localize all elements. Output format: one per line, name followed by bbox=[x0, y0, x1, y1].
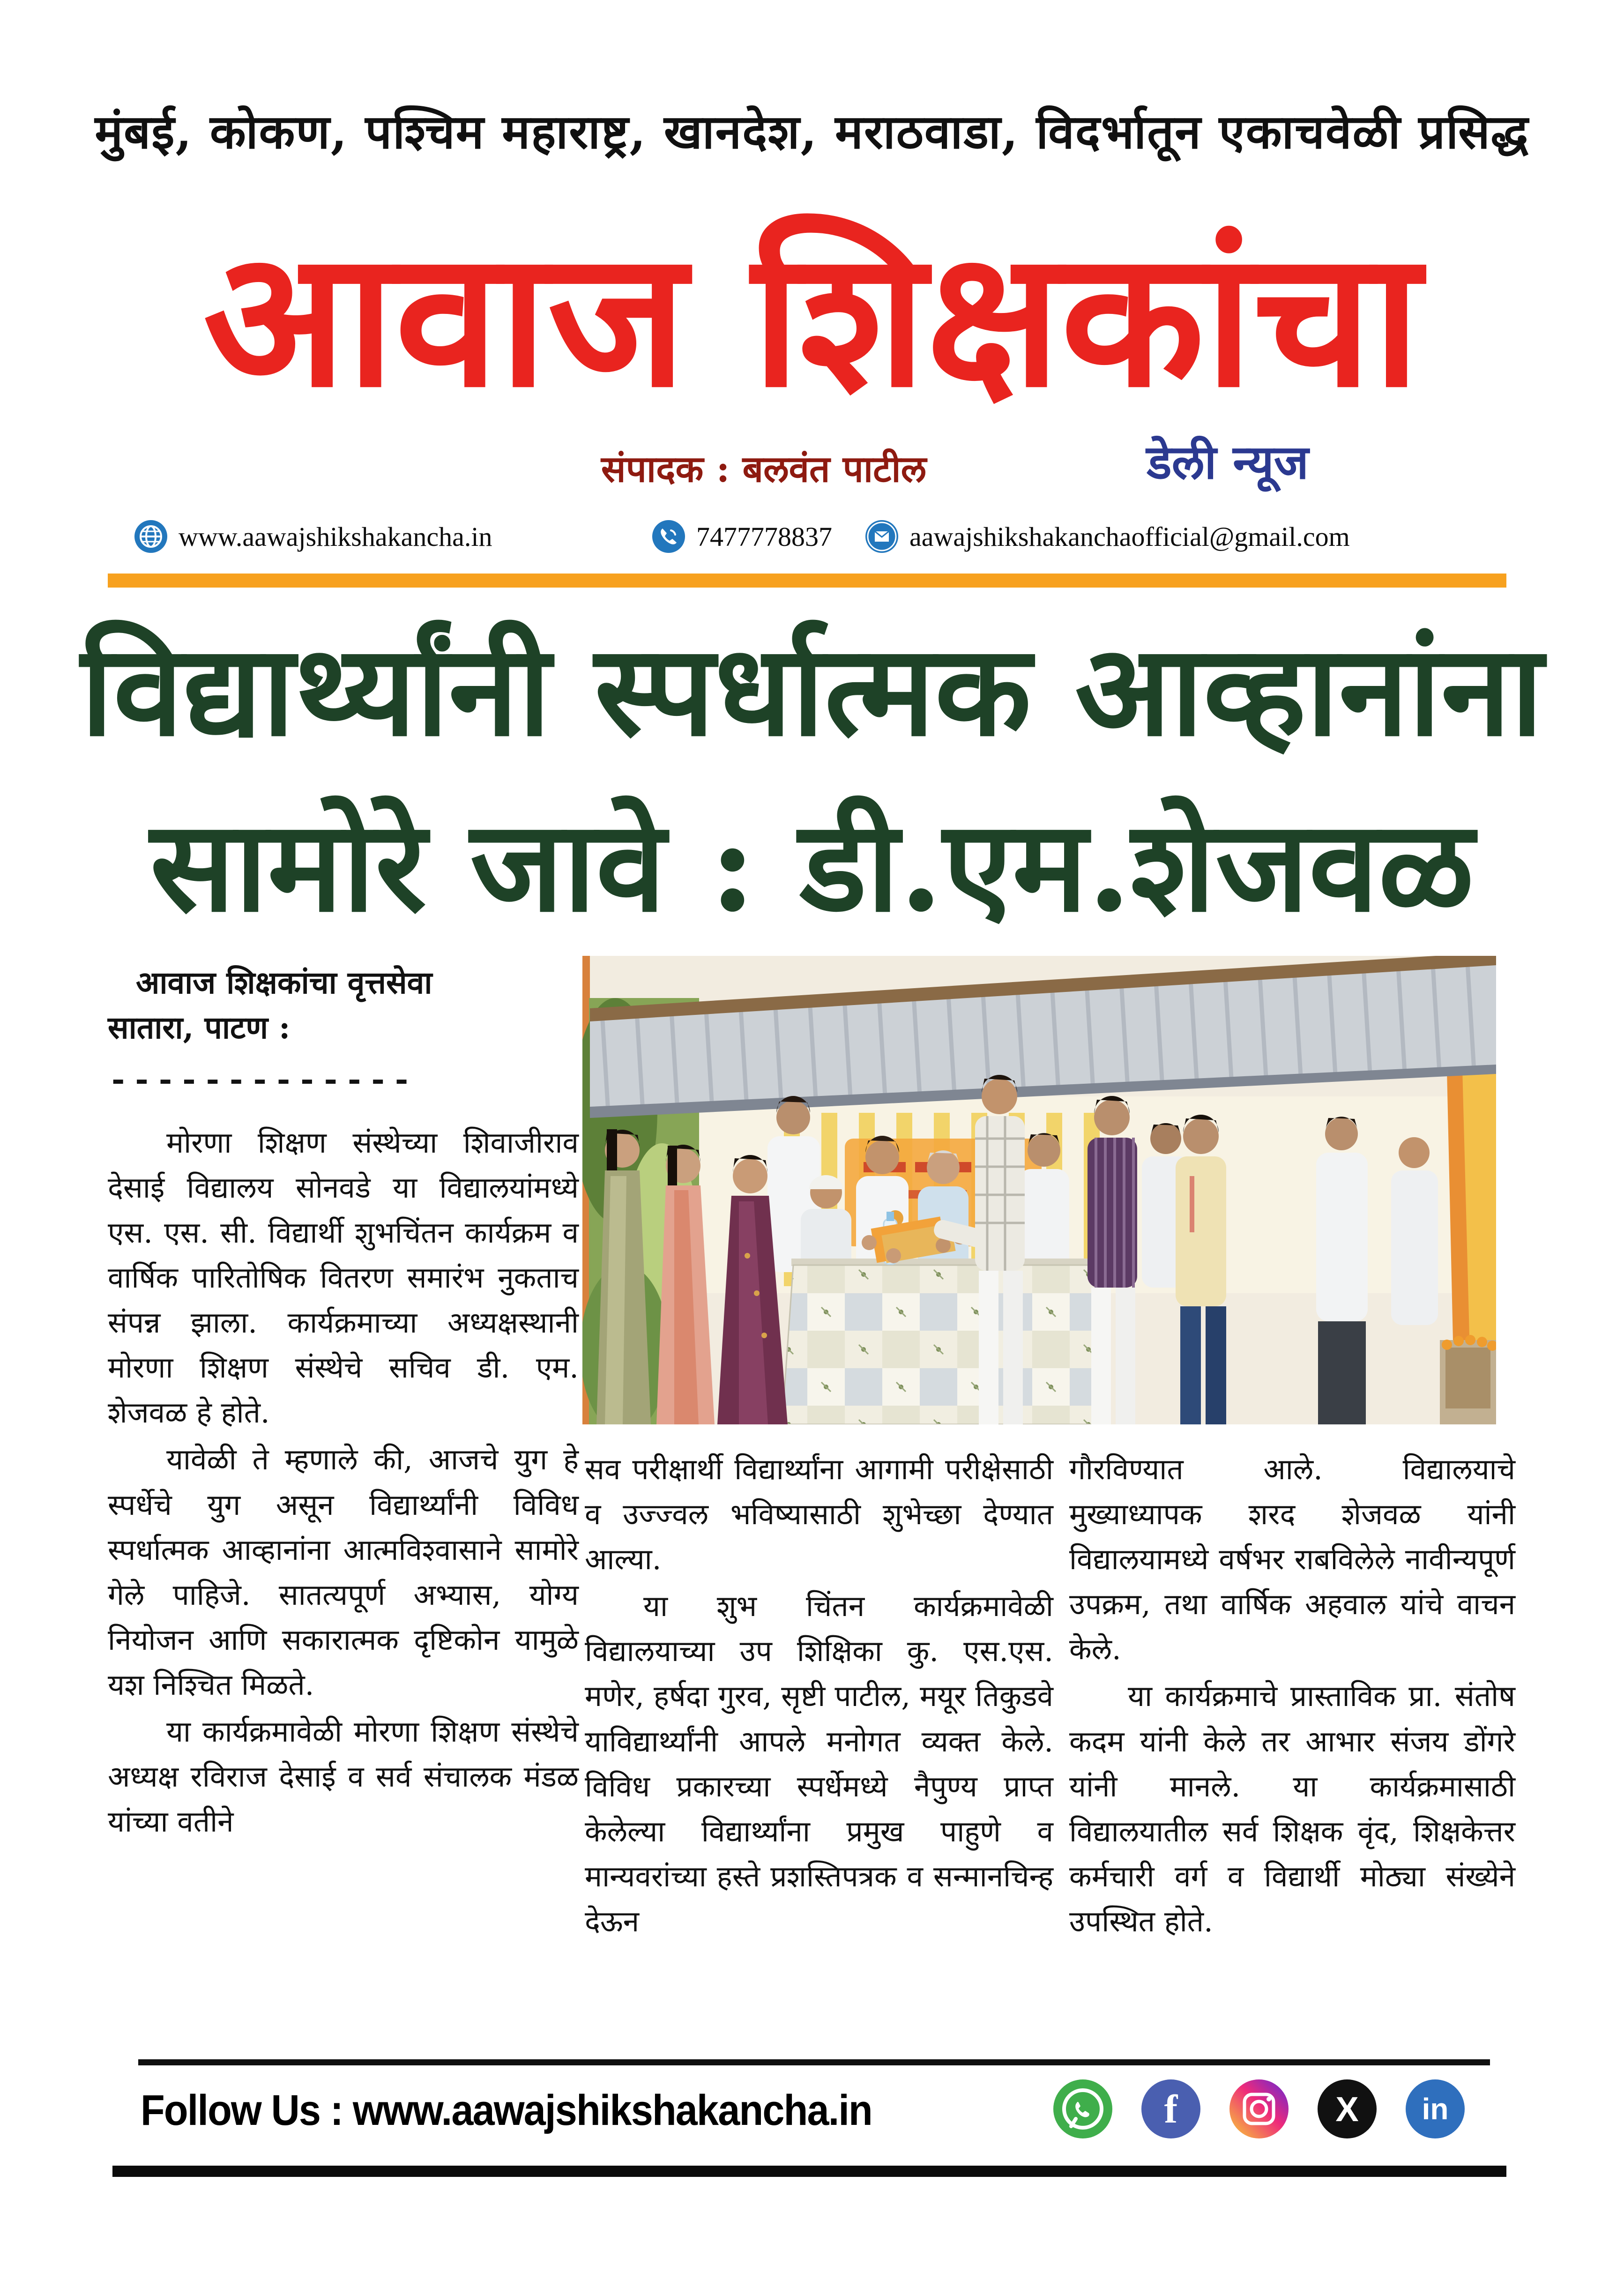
footer-bottom-bar bbox=[112, 2166, 1506, 2177]
masthead-title: आवाज शिक्षकांचा bbox=[203, 209, 1421, 429]
news-photo bbox=[582, 956, 1496, 1424]
contact-email bbox=[864, 519, 1350, 554]
whatsapp-icon bbox=[1053, 2079, 1112, 2138]
paragraph: गौरविण्यात आले. विद्यालयाचे मुख्याध्यापक शरद शेजवळ यांनी विद्यालयामध्ये वर्षभर राबविलेले नावीन्यपूर्ण उपक्रम, तथा वार्षिक अहवाल यांचे वाचन केले. bbox=[1069, 1452, 1515, 1667]
phone-icon bbox=[651, 519, 686, 554]
x-icon: X bbox=[1318, 2079, 1377, 2138]
contact-website bbox=[134, 519, 492, 554]
garland-chair bbox=[1440, 1335, 1496, 1424]
paragraph: या शुभ चिंतन कार्यक्रमावेळी विद्यालयाच्या उप शिक्षिका कु. एस.एस. मणेर, हर्षदा गुरव, सृष्टी पाटील, मयूर तिकुडवे याविद्यार्थ्यांनी आपले मनोगत व्यक्त केले. विविध प्रकारच्या स्पर्धेमध्ये नैपुण्य प्राप्त केलेल्या विद्यार्थ्यांना प्रमुख पाहुणे व मान्यवरांच्या हस्ते प्रशस्तिपत्रक व सन्मानचिन्ह देऊन bbox=[585, 1589, 1053, 1938]
paragraph: मोरणा शिक्षण संस्थेच्या शिवाजीराव देसाई विद्यालय सोनवडे या विद्यालयांमध्ये एस. एस. सी. विद्यार्थी शुभचिंतन कार्यक्रम व वार्षिक पारितोषिक वितरण समारंभ नुकताच संपन्न झाला. कार्यक्रमाच्या अध्यक्षस्थानी मोरणा शिक्षण संस्थेचे सचिव डी. एम. शेजवळ हे होते. bbox=[108, 1125, 579, 1430]
dashed-separator: ------------- bbox=[108, 1062, 415, 1102]
article-column-2 bbox=[585, 1447, 1053, 1946]
social-icons bbox=[1053, 2079, 1465, 2138]
paragraph: सव परीक्षार्थी विद्यार्थ्यांना आगामी परीक्षेसाठी व उज्ज्वल भविष्यासाठी शुभेच्छा देण्यात आल्या. bbox=[585, 1452, 1053, 1577]
instagram-icon bbox=[1229, 2079, 1289, 2138]
byline-place: सातारा, पाटण : bbox=[108, 1009, 291, 1046]
edition-label: डेली न्यूज bbox=[1147, 434, 1309, 490]
contact-phone-text: 7477778837 bbox=[696, 521, 832, 552]
headline-line1: विद्यार्थ्यांनी स्पर्धात्मक आव्हानांना bbox=[81, 617, 1543, 764]
contact-email-text: aawajshikshakanchaofficial@gmail.com bbox=[909, 521, 1350, 552]
orange-divider-bar bbox=[108, 574, 1506, 588]
article-column-1 bbox=[108, 961, 579, 1846]
boy-cream-shirt bbox=[1176, 1115, 1226, 1424]
photo-scene bbox=[582, 956, 1496, 1424]
contact-website-text: www.aawajshikshakancha.in bbox=[179, 521, 492, 552]
paragraph: या कार्यक्रमावेळी मोरणा शिक्षण संस्थेचे अध्यक्ष रविराज देसाई व सर्व संचालक मंडळ यांच्या वतीने bbox=[108, 1714, 579, 1839]
article-column-3 bbox=[1069, 1447, 1515, 1946]
footer-top-rule bbox=[138, 2059, 1490, 2065]
linkedin-icon: in bbox=[1406, 2079, 1465, 2138]
editor-line: संपादक : बलवंत पाटील bbox=[601, 448, 927, 491]
paragraph: यावेळी ते म्हणाले की, आजचे युग हे स्पर्धेचे युग असून विद्यार्थ्यांनी विविध स्पर्धात्मक आव्हानांना आत्मविश्वासाने सामोरे गेले पाहिजे. सातत्यपूर्ण अभ्यास, योग्य नियोजन आणि सकारात्मक दृष्टिकोन यामुळे यश निश्चित मिळते. bbox=[108, 1442, 579, 1702]
contact-phone bbox=[651, 519, 832, 554]
globe-icon bbox=[134, 519, 168, 554]
byline-agency: आवाज शिक्षकांचा वृत्तसेवा bbox=[136, 964, 432, 1001]
email-icon bbox=[864, 519, 899, 554]
women-group bbox=[596, 1129, 788, 1424]
page-tagline: मुंबई, कोकण, पश्चिम महाराष्ट्र, खानदेश, मराठवाडा, विदर्भातून एकाचवेळी प्रसिद्ध bbox=[95, 104, 1529, 159]
follow-us-text: Follow Us : www.aawajshikshakancha.in bbox=[141, 2086, 872, 2134]
paragraph: या कार्यक्रमाचे प्रास्ताविक प्रा. संतोष कदम यांनी केले तर आभार संजय डोंगरे यांनी मानले. या कार्यक्रमासाठी विद्यालयातील सर्व शिक्षक वृंद, शिक्षकेत्तर कर्मचारी वर्ग व विद्यार्थी मोठ्या संख्येने उपस्थित होते. bbox=[1069, 1679, 1515, 1938]
facebook-icon: f bbox=[1141, 2079, 1200, 2138]
headline-line2: सामोरे जावे : डी.एम.शेजवळ bbox=[150, 792, 1474, 940]
